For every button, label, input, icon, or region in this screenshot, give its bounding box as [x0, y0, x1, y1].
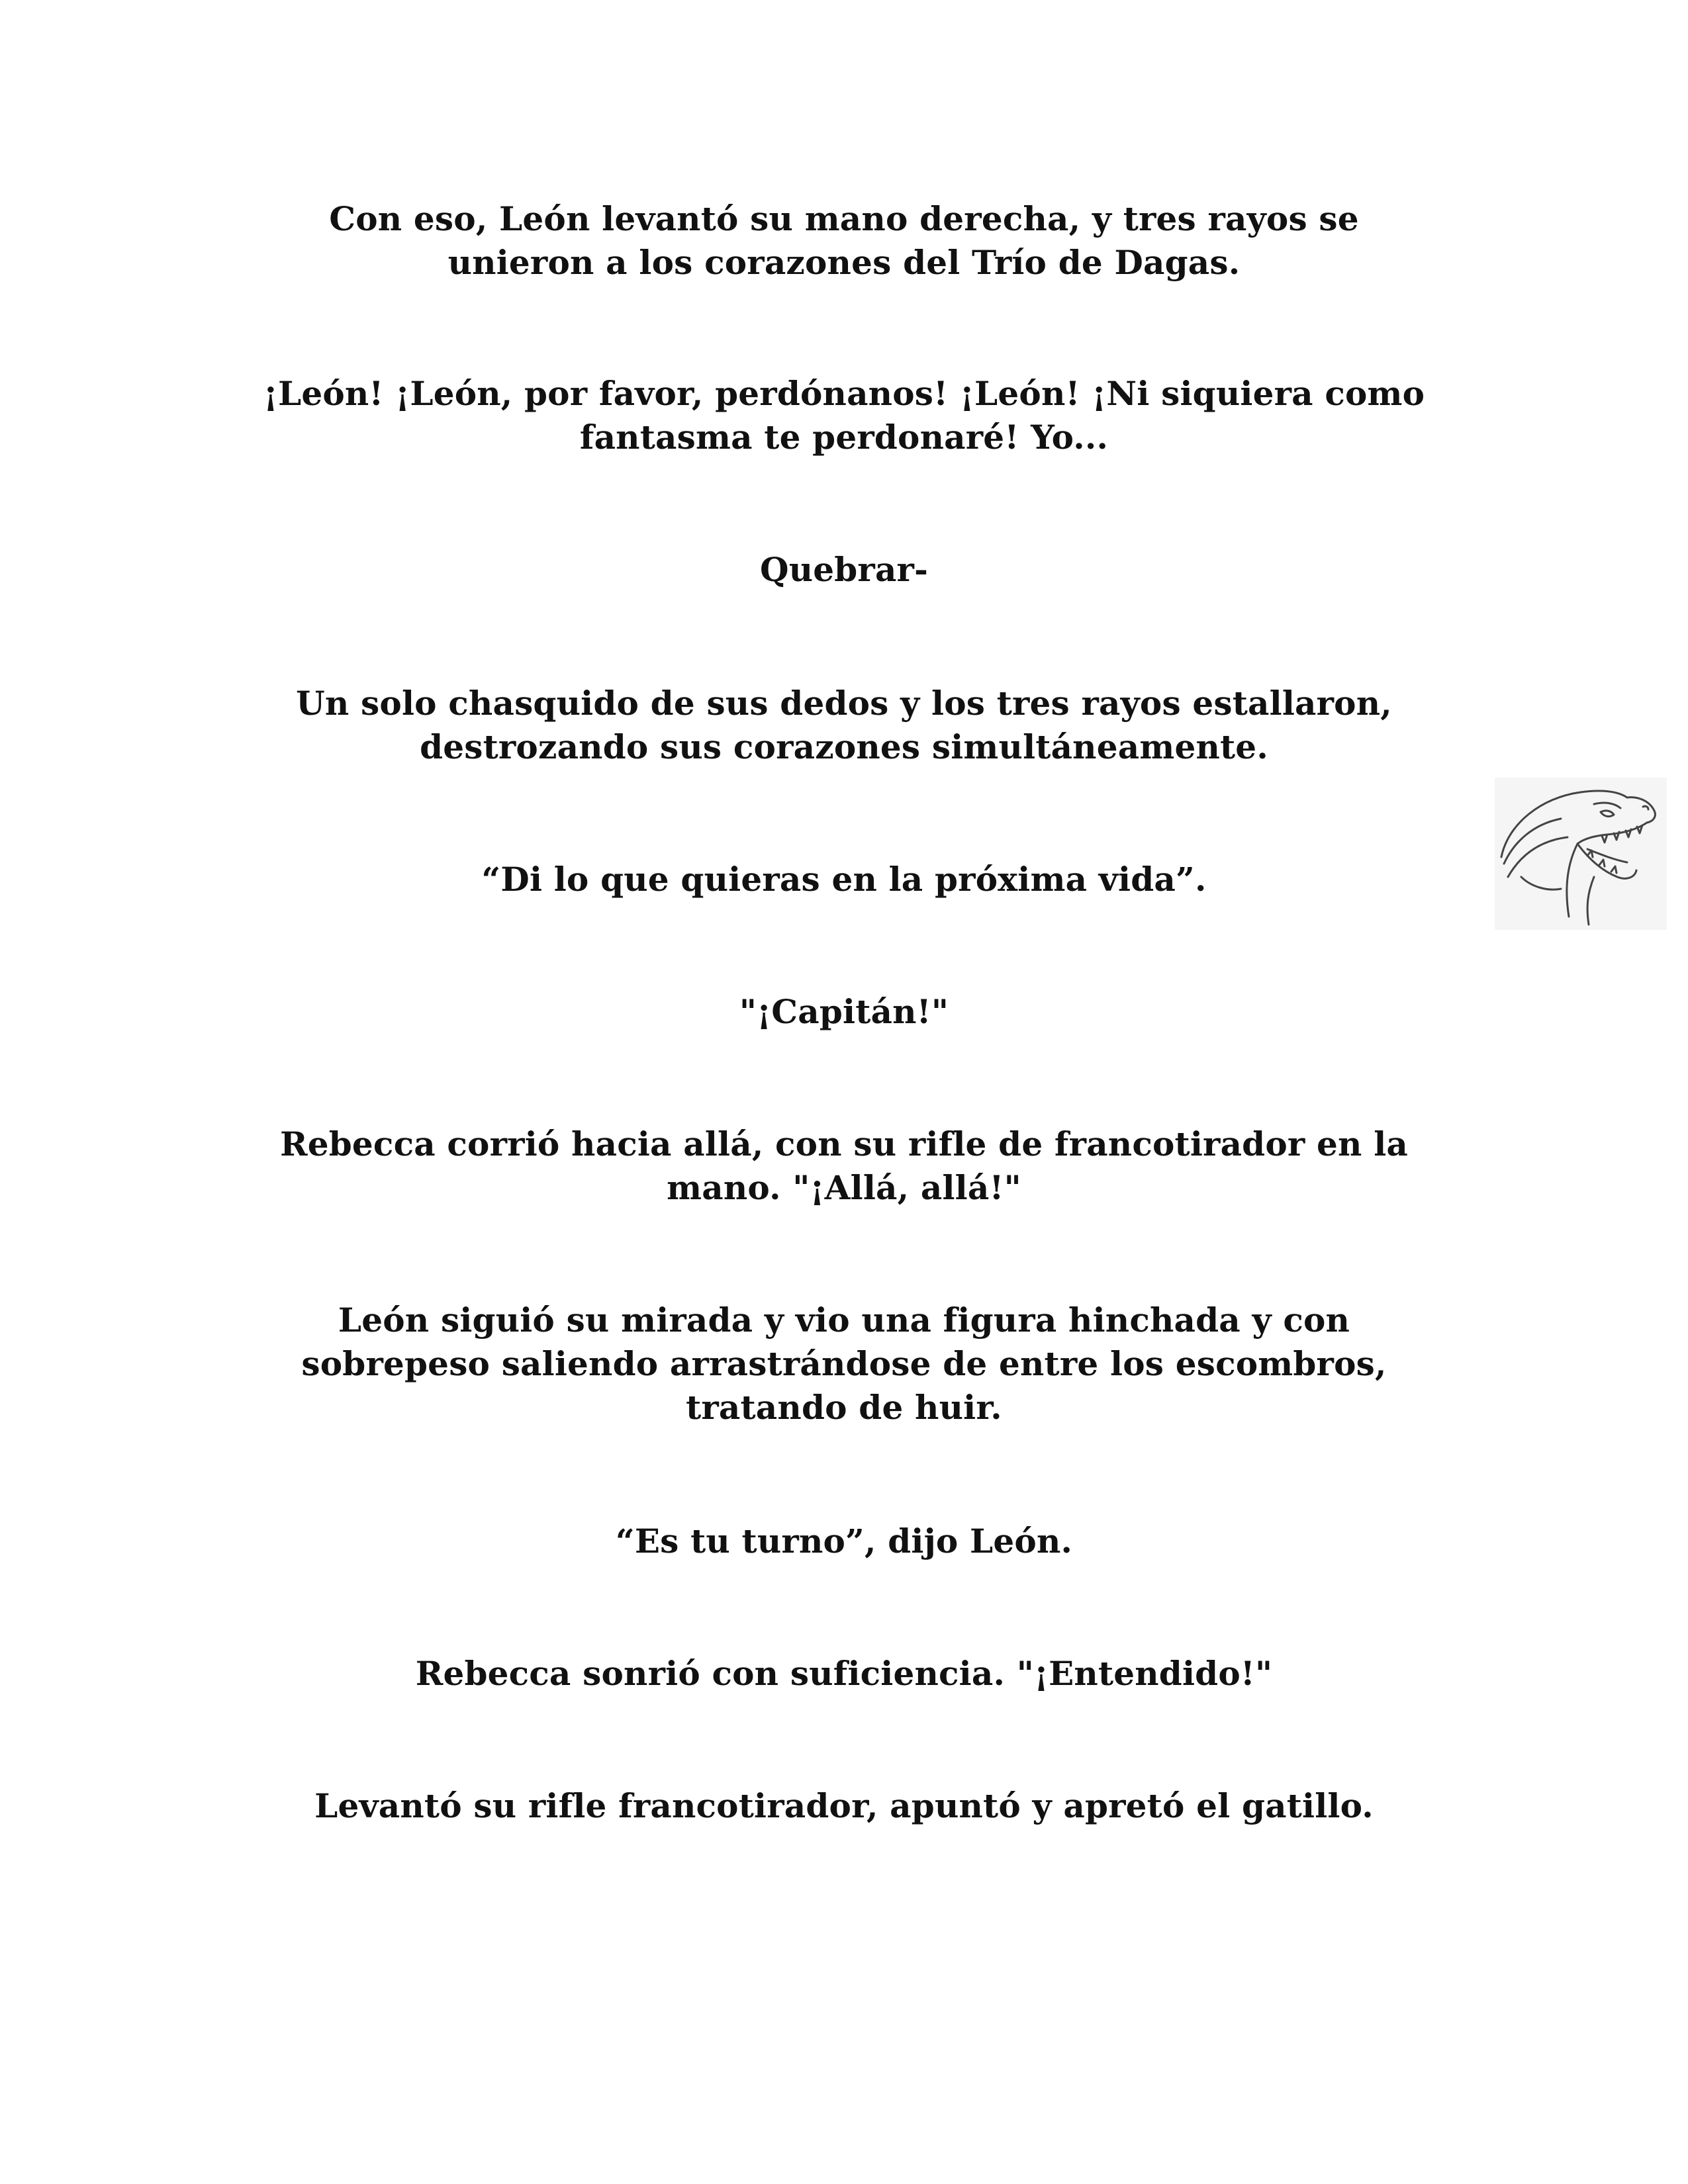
- paragraph: [199, 1784, 1489, 1828]
- paragraph: [199, 197, 1489, 285]
- text-line: unieron a los corazones del Trío de Dagas.: [447, 243, 1241, 282]
- text-line: Levantó su rifle francotirador, apuntó y apretó el gatillo.: [314, 1786, 1374, 1825]
- text-line: destrozando sus corazones simultáneamente.: [420, 727, 1268, 766]
- text-line: tratando de huir.: [686, 1388, 1002, 1427]
- text-line: “Es tu turno”, dijo León.: [615, 1522, 1073, 1561]
- text-line: "¡Capitán!": [739, 992, 949, 1031]
- paragraph: [199, 1122, 1489, 1210]
- text-line: “Di lo que quieras en la próxima vida”.: [481, 860, 1207, 899]
- paragraph: [199, 1652, 1489, 1696]
- text-line: mano. "¡Allá, allá!": [667, 1168, 1021, 1207]
- text-line: sobrepeso saliendo arrastrándose de entre los escombros,: [301, 1344, 1387, 1383]
- text-line: Con eso, León levantó su mano derecha, y tres rayos se: [329, 199, 1359, 238]
- paragraph: [199, 372, 1489, 459]
- text-line: León siguió su mirada y vio una figura hinchada y con: [338, 1300, 1350, 1340]
- paragraph: [199, 858, 1489, 901]
- text-line: fantasma te perdonaré! Yo...: [579, 418, 1109, 457]
- text-line: ¡León! ¡León, por favor, perdónanos! ¡León! ¡Ni siquiera como: [263, 374, 1425, 413]
- paragraph: [199, 1298, 1489, 1430]
- text-line: Quebrar-: [759, 550, 929, 589]
- text-line: Un solo chasquido de sus dedos y los tres rayos estallaron,: [296, 684, 1392, 723]
- text-line: Rebecca sonrió con suficiencia. "¡Entendido!": [415, 1654, 1273, 1693]
- paragraph: [199, 990, 1489, 1034]
- paragraph: [199, 548, 1489, 592]
- paragraph: [199, 1520, 1489, 1563]
- paragraph: [199, 682, 1489, 769]
- dinosaur-head-sketch-icon: [1495, 778, 1667, 930]
- text-line: Rebecca corrió hacia allá, con su rifle de francotirador en la: [279, 1124, 1408, 1163]
